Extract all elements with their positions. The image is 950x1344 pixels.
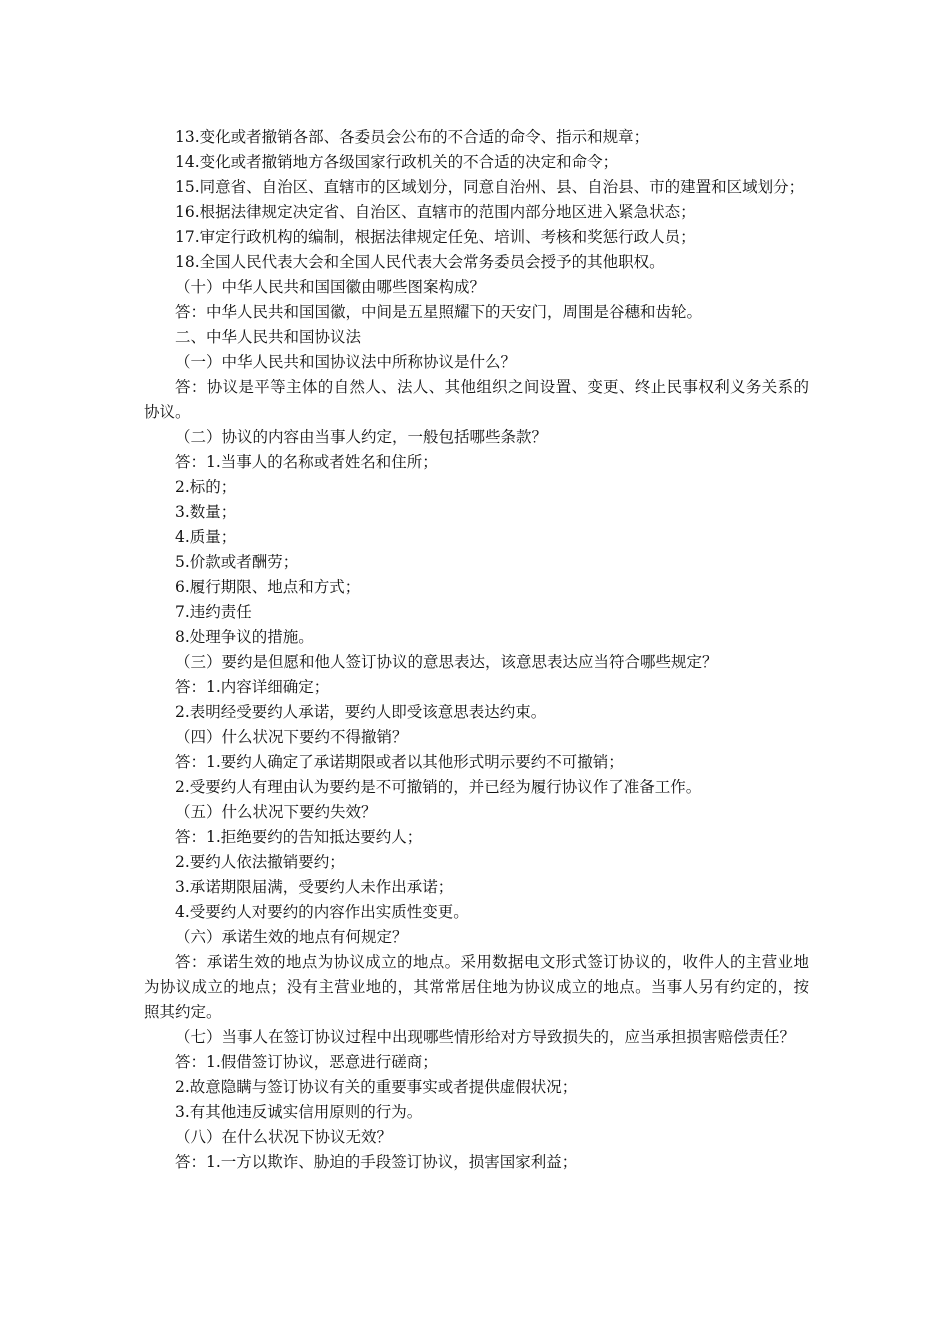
question-heading: （二）协议的内容由当事人约定，一般包括哪些条款？ [175, 428, 548, 446]
question-heading: （五）什么状况下要约失效？ [175, 803, 377, 821]
list-item: 6.履行期限、地点和方式； [175, 578, 361, 596]
list-item: 2.受要约人有理由认为要约是不可撤销的，并已经为履行协议作了准备工作。 [175, 778, 702, 796]
list-item: 4.质量； [175, 528, 237, 546]
paragraph: 13.变化或者撤销各部、各委员会公布的不合适的命令、指示和规章； [175, 128, 650, 146]
answer-paragraph: 答：1.内容详细确定； [175, 678, 330, 696]
answer-paragraph: 答：1.当事人的名称或者姓名和住所； [175, 453, 438, 471]
section-heading: 二、中华人民共和国协议法 [175, 328, 362, 346]
question-heading: （四）什么状况下要约不得撤销？ [175, 728, 408, 746]
paragraph: 18.全国人民代表大会和全国人民代表大会常务委员会授予的其他职权。 [175, 253, 665, 271]
answer-paragraph: 答：协议是平等主体的自然人、法人、其他组织之间设置、变更、终止民事权利义务关系的协议。 [144, 378, 809, 421]
question-heading: （三）要约是但愿和他人签订协议的意思表达，该意思表达应当符合哪些规定？ [175, 653, 718, 671]
question-heading: （七）当事人在签订协议过程中出现哪些情形给对方导致损失的，应当承担损害赔偿责任？ [175, 1028, 796, 1046]
list-item: 7.违约责任 [175, 603, 252, 621]
paragraph: 17.审定行政机构的编制，根据法律规定任免、培训、考核和奖惩行政人员； [175, 228, 696, 246]
question-heading: （十）中华人民共和国国徽由哪些图案构成？ [175, 278, 486, 296]
answer-paragraph: 答：1.一方以欺诈、胁迫的手段签订协议，损害国家利益； [175, 1153, 578, 1171]
paragraph: 15.同意省、自治区、直辖市的区域划分，同意自治州、县、自治县、市的建置和区域划分； [175, 178, 805, 196]
list-item: 4.受要约人对要约的内容作出实质性变更。 [175, 903, 469, 921]
list-item: 2.要约人依法撤销要约； [175, 853, 345, 871]
list-item: 3.承诺期限届满，受要约人未作出承诺； [175, 878, 454, 896]
question-heading: （一）中华人民共和国协议法中所称协议是什么？ [175, 353, 517, 371]
question-heading: （八）在什么状况下协议无效？ [175, 1128, 393, 1146]
list-item: 5.价款或者酬劳； [175, 553, 299, 571]
paragraph: 16.根据法律规定决定省、自治区、直辖市的范围内部分地区进入紧急状态； [175, 203, 696, 221]
answer-paragraph: 答：1.要约人确定了承诺期限或者以其他形式明示要约不可撤销； [175, 753, 624, 771]
list-item: 2.标的； [175, 478, 237, 496]
answer-paragraph: 答：1.拒绝要约的告知抵达要约人； [175, 828, 423, 846]
document-body [144, 125, 809, 1175]
list-item: 2.故意隐瞒与签订协议有关的重要事实或者提供虚假状况； [175, 1078, 578, 1096]
answer-paragraph: 答：1.假借签订协议，恶意进行磋商； [175, 1053, 438, 1071]
list-item: 8.处理争议的措施。 [175, 628, 314, 646]
list-item: 3.数量； [175, 503, 237, 521]
list-item: 3.有其他违反诚实信用原则的行为。 [175, 1103, 423, 1121]
list-item: 2.表明经受要约人承诺，要约人即受该意思表达约束。 [175, 703, 547, 721]
paragraph: 14.变化或者撤销地方各级国家行政机关的不合适的决定和命令； [175, 153, 619, 171]
question-heading: （六）承诺生效的地点有何规定？ [175, 928, 408, 946]
answer-paragraph: 答：中华人民共和国国徽，中间是五星照耀下的天安门，周围是谷穗和齿轮。 [175, 303, 703, 321]
answer-paragraph: 答：承诺生效的地点为协议成立的地点。采用数据电文形式签订协议的，收件人的主营业地为协议成立的地点；没有主营业地的，其常常居住地为协议成立的地点。当事人另有约定的，按照其约定。 [144, 953, 809, 1021]
